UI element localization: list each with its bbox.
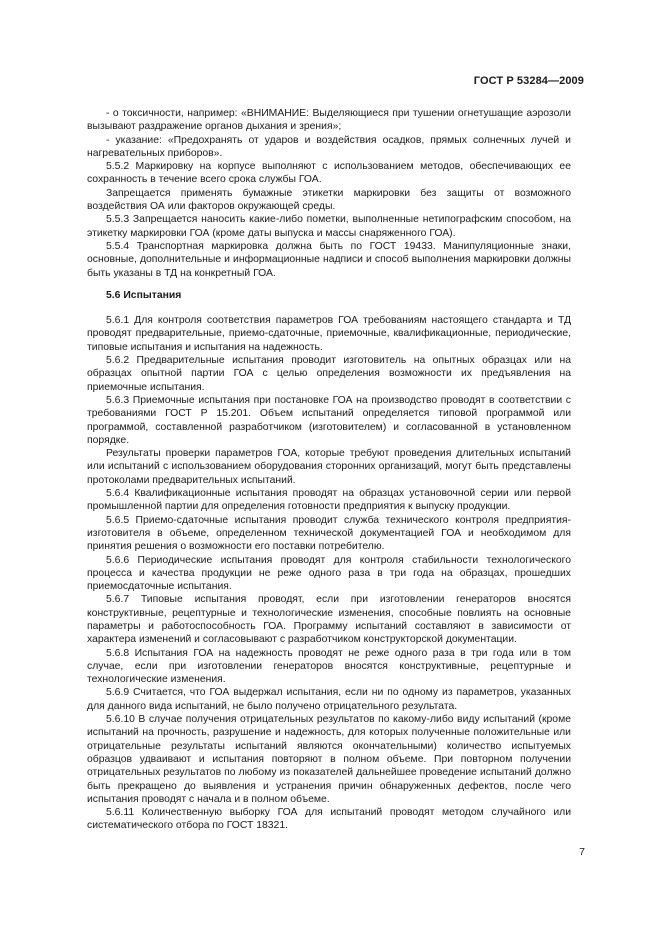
paragraph-toxicity-warning: - о токсичности, например: «ВНИМАНИЕ: Выделяющиеся при тушении огнетушащие аэрозоли вызывают раздражение органов дыхания и зрения»;: [87, 108, 571, 133]
paragraph-5-5-2: 5.5.2 Маркировку на корпусе выполняют с использованием методов, обеспечивающих ее сохранность в течение всего срока службы ГОА.: [87, 161, 571, 186]
paragraph-paper-labels: Запрещается применять бумажные этикетки маркировки без защиты от возможного воздействия ОА или факторов окружающей среды.: [87, 187, 571, 213]
paragraph-5-6-7: 5.6.7 Типовые испытания проводят, если при изготовлении генераторов вносятся конструктивные, рецептурные и технологические изменения, способные повлиять на основные параметры и работоспособность ГОА. Программу испытаний составляют в зависимости от характера изменений и согласовывают с разработчиком конструкторской документации.: [87, 594, 571, 646]
page-number: 7: [579, 846, 585, 858]
paragraph-5-5-4: 5.5.4 Транспортная маркировка должна быть по ГОСТ 19433. Манипуляционные знаки, основные, дополнительные и информационные надписи и способ выполнения маркировки должны быть указаны в ТД на конкретный ГОА.: [87, 240, 571, 279]
document-header-id: ГОСТ Р 53284—2009: [473, 75, 584, 87]
paragraph-5-6-5: 5.6.5 Приемо-сдаточные испытания проводит служба технического контроля предприятия-изготовителя в объеме, определенном технической документацией ГОА и необходимом для принятия решения о возможности его поставки потребителю.: [87, 514, 571, 553]
paragraph-test-results-long: Результаты проверки параметров ГОА, которые требуют проведения длительных испытаний или испытаний с использованием оборудования сторонних организаций, могут быть представлены протоколами предварительных испытаний.: [87, 448, 571, 486]
paragraph-5-6-6: 5.6.6 Периодические испытания проводят для контроля стабильности технологического процесса и качества продукции не реже одного раза в три года на образцах, прошедших приемосдаточные испытания.: [87, 554, 571, 593]
paragraph-handling-instruction: - указание: «Предохранять от ударов и воздействия осадков, прямых солнечных лучей и нагревательных приборов».: [87, 134, 571, 159]
paragraph-5-6-1: 5.6.1 Для контроля соответствия параметров ГОА требованиям настоящего стандарта и ТД проводят предварительные, приемо-сдаточные, приемочные, квалификационные, периодические, типовые испытания и испытания на надежность.: [87, 315, 571, 353]
paragraph-5-6-9: 5.6.9 Считается, что ГОА выдержал испытания, если ни по одному из параметров, указанных для данного вида испытаний, не было получено отрицательного результата.: [87, 687, 571, 712]
document-body: [87, 107, 571, 833]
paragraph-5-5-3: 5.5.3 Запрещается наносить какие-либо пометки, выполненные нетипографским способом, на этикетку маркировки ГОА (кроме даты выпуска и массы снаряженного ГОА).: [87, 214, 571, 239]
paragraph-5-6-4: 5.6.4 Квалификационные испытания проводят на образцах установочной серии или первой промышленной партии для определения готовности предприятия к выпуску продукции.: [87, 488, 571, 513]
paragraph-5-6-11: 5.6.11 Количественную выборку ГОА для испытаний проводят методом случайного или систематического отбора по ГОСТ 18321.: [87, 807, 571, 832]
paragraph-5-6-10: 5.6.10 В случае получения отрицательных результатов по какому-либо виду испытаний (кроме испытаний на прочность, разрушение и надежность, для которых полученные положительные или отрицательные результаты испытаний являются окончательными) количество испытуемых образцов удваивают и испытания повторяют в полном объеме. При повторном получении отрицательных результатов по любому из показателей дальнейшее проведение испытаний должно быть прекращено до выявления и устранения причин обнаруженных дефектов, после чего испытания проводят с начала и в полном объеме.: [87, 714, 571, 805]
paragraph-5-6-8: 5.6.8 Испытания ГОА на надежность проводят не реже одного раза в три года или в том случае, если при изготовлении генераторов вносятся конструктивные, рецептурные и технологические изменения.: [87, 647, 571, 686]
paragraph-5-6-3: 5.6.3 Приемочные испытания при постановке ГОА на производство проводят в соответствии с требованиями ГОСТ Р 15.201. Объем испытаний определяется типовой программой или программой, составленной разработчиком (изготовителем) и согласованной в установленном порядке.: [87, 394, 571, 446]
section-heading-tests: 5.6 Испытания: [106, 289, 182, 301]
paragraph-5-6-2: 5.6.2 Предварительные испытания проводит изготовитель на опытных образцах или на образцах опытной партии ГОА с целью определения возможности их предъявления на приемочные испытания.: [87, 355, 571, 393]
